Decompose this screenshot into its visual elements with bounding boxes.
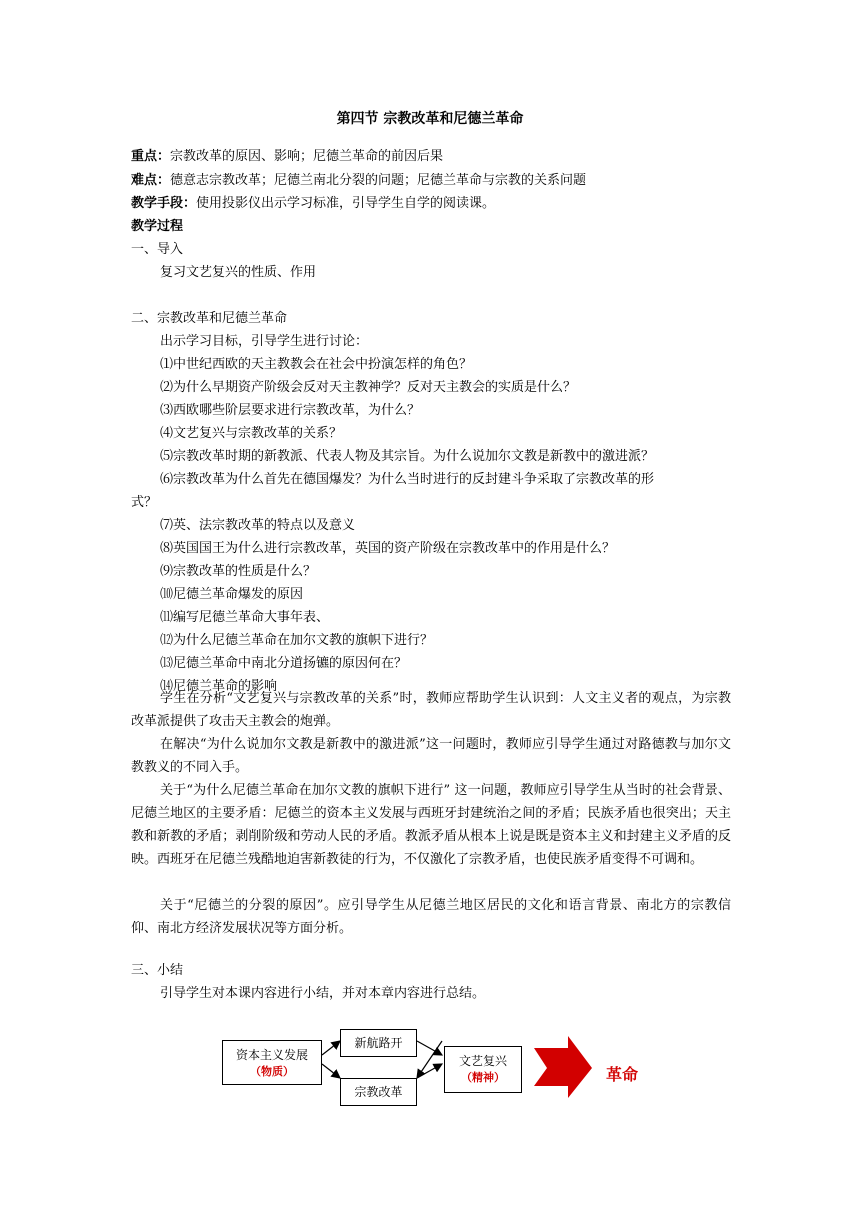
question-item: ⑷文艺复兴与宗教改革的关系？ xyxy=(160,426,343,441)
section3-heading: 三、小结 xyxy=(131,963,184,978)
section3-text: 引导学生对本课内容进行小结，并对本章内容进行总结。 xyxy=(160,986,486,1001)
discussion-paragraph-4: 关于“尼德兰的分裂的原因”。应引导学生从尼德兰地区居民的文化和语言背景、南北方的宗教信仰、南北方经济发展状况等方面分析。 xyxy=(131,898,731,936)
process-heading: 教学过程 xyxy=(131,219,184,234)
difficulties-label: 难点： xyxy=(131,173,171,188)
revolution-label: 革命 xyxy=(606,1065,639,1084)
discussion-paragraph-2: 在解决“为什么说加尔文教是新教中的激进派”这一问题时，教师应引导学生通过对路德教与加尔文教教义的不同入手。 xyxy=(131,737,731,775)
question-item: ⒀尼德兰革命中南北分道扬镳的原因何在？ xyxy=(160,656,408,671)
box-capitalism-sub: （物质） xyxy=(250,1065,294,1078)
box-renaissance-sub: （精神） xyxy=(461,1071,505,1084)
section2-intro: 出示学习目标，引导学生进行讨论： xyxy=(160,334,369,349)
section2-heading: 二、宗教改革和尼德兰革命 xyxy=(131,311,288,326)
box-renaissance-title: 文艺复兴 xyxy=(458,1054,507,1068)
big-red-arrow-icon xyxy=(534,1036,592,1098)
arrow-route-to-renaissance xyxy=(417,1041,442,1055)
question-item: ⑴中世纪西欧的天主教教会在社会中扮演怎样的角色？ xyxy=(160,357,473,372)
section1-heading: 一、导入 xyxy=(131,242,184,257)
question-item: ⑶西欧哪些阶层要求进行宗教改革，为什么？ xyxy=(160,403,421,418)
question-item: ⑼宗教改革的性质是什么？ xyxy=(160,564,317,579)
page-title: 第四节 宗教改革和尼德兰革命 xyxy=(336,111,524,127)
question-item: ⑸宗教改革时期的新教派、代表人物及其宗旨。为什么说加尔文教是新教中的激进派？ xyxy=(160,449,655,464)
arrow-reformation-to-renaissance xyxy=(417,1064,442,1078)
question-item: ⒁尼德兰革命的影响 xyxy=(160,679,278,694)
question-item: ⑵为什么早期资产阶级会反对天主教神学？反对天主教会的实质是什么？ xyxy=(160,380,577,395)
box-capitalism xyxy=(222,1040,322,1085)
key-points-label: 重点： xyxy=(131,149,171,164)
arrow-to-reformation xyxy=(322,1064,340,1078)
question-item-continued: 式？ xyxy=(131,495,158,510)
question-item: ⑽尼德兰革命爆发的原因 xyxy=(160,587,304,602)
box-reformation: 宗教改革 xyxy=(340,1078,417,1106)
question-item: ⑿为什么尼德兰革命在加尔文教的旗帜下进行？ xyxy=(160,633,434,648)
box-renaissance xyxy=(444,1046,522,1093)
question-item: ⑺英、法宗教改革的特点以及意义 xyxy=(160,518,356,533)
question-item: ⑻英国国王为什么进行宗教改革，英国的资产阶级在宗教改革中的作用是什么？ xyxy=(160,541,616,556)
teaching-means-label: 教学手段： xyxy=(131,196,197,211)
discussion-paragraph-1: 学生在分析“文艺复兴与宗教改革的关系”时，教师应帮助学生认识到：人文主义者的观点，为宗教改革派提供了攻击天主教会的炮弹。 xyxy=(131,691,731,729)
question-item: ⑾编写尼德兰革命大事年表、 xyxy=(160,610,330,625)
key-points-text: 宗教改革的原因、影响；尼德兰革命的前因后果 xyxy=(170,149,444,164)
arrow-to-new-route xyxy=(322,1041,340,1055)
difficulties-text: 德意志宗教改革；尼德兰南北分裂的问题；尼德兰革命与宗教的关系问题 xyxy=(170,173,587,188)
question-item: ⑹宗教改革为什么首先在德国爆发？为什么当时进行的反封建斗争采取了宗教改革的形 xyxy=(160,472,655,487)
arrow-renaissance-to-reformation xyxy=(417,1041,442,1078)
discussion-paragraph-3: 关于“为什么尼德兰革命在加尔文教的旗帜下进行” 这一问题，教师应引导学生从当时的社会背景、尼德兰地区的主要矛盾：尼德兰的资本主义发展与西班牙封建统治之间的矛盾；民族矛盾也很突出；天主教和新教的矛盾；剥削阶级和劳动人民的矛盾。教派矛盾从根本上说是既是资本主义和封建主义矛盾的反映。西班牙在尼德兰残酷地迫害新教徒的行为，不仅激化了宗教矛盾，也使民族矛盾变得不可调和。 xyxy=(131,783,731,867)
section1-text: 复习文艺复兴的性质、作用 xyxy=(160,265,317,280)
teaching-means-text: 使用投影仪出示学习标准，引导学生自学的阅读课。 xyxy=(196,196,496,211)
box-new-route: 新航路开 xyxy=(340,1029,417,1057)
box-capitalism-title: 资本主义发展 xyxy=(235,1048,308,1062)
